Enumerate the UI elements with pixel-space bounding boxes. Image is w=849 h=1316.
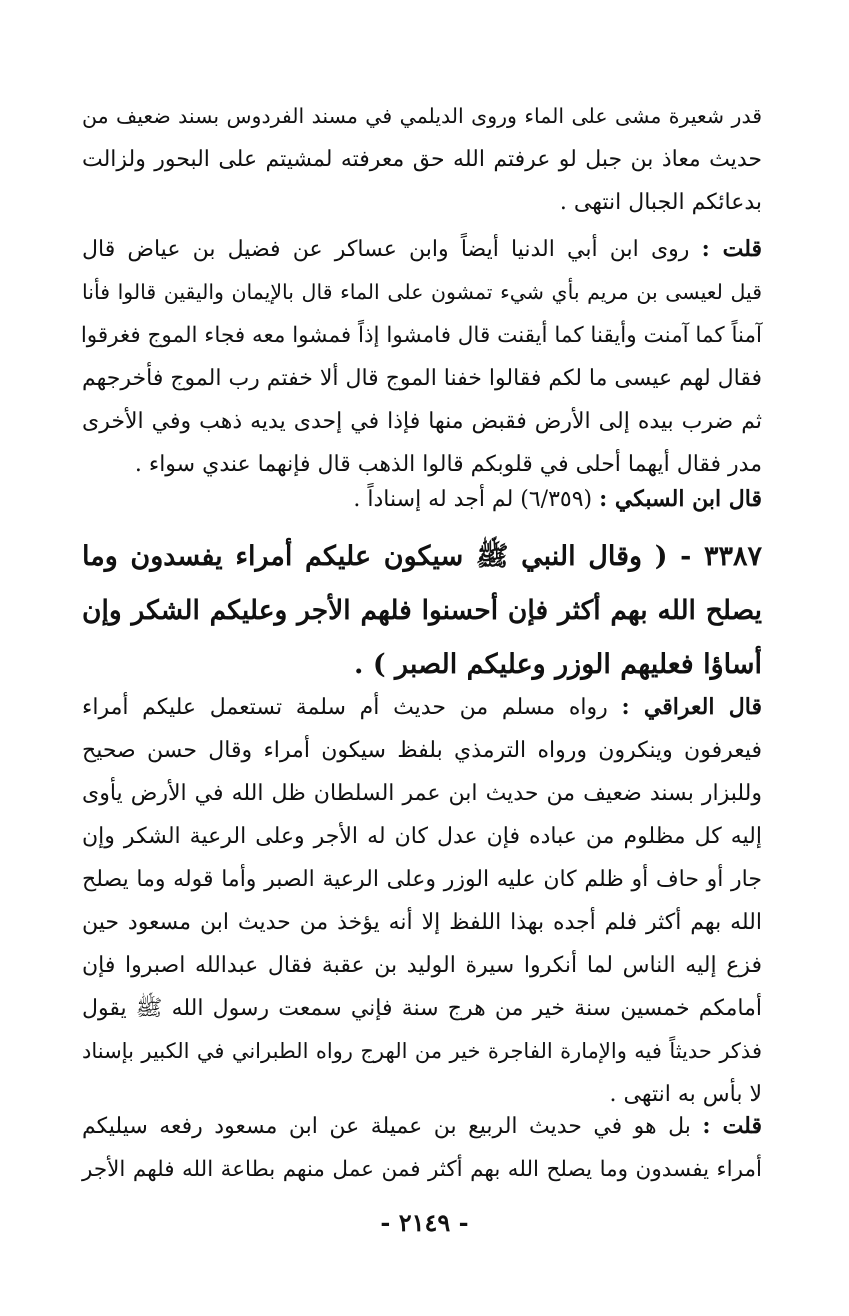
paragraph-label: قلت : xyxy=(702,1113,762,1139)
text-line: قدر شعيرة مشى على الماء وروى الديلمي في مسند الفردوس بسند ضعيف من xyxy=(82,104,762,128)
text-span: رواه مسلم من حديث أم سلمة تستعمل عليكم أمراء xyxy=(82,695,608,720)
text-line: بدعائكم الجبال انتهى . xyxy=(559,190,762,215)
text-line: أمامكم خمسين سنة خير من هرج سنة فإني سمعت رسول الله ﷺ يقول xyxy=(82,996,762,1021)
paragraph-ibn-subki xyxy=(82,478,762,521)
paragraph-qultu-2 xyxy=(82,1105,762,1191)
text-line xyxy=(82,228,762,271)
text-line: حديث معاذ بن جبل لو عرفتم الله حق معرفته لمشيتم على البحور ولزالت xyxy=(82,147,762,172)
page-number: - ٢١٤٩ - xyxy=(380,1208,469,1237)
hadith-line: يصلح الله بهم أكثر فإن أحسنوا فلهم الأجر وعليكم الشكر وإن xyxy=(82,595,762,626)
text-line xyxy=(82,478,762,521)
paragraph-label: قلت : xyxy=(701,236,762,262)
text-line xyxy=(82,686,762,729)
paragraph-continuation xyxy=(82,95,762,224)
text-line: فيعرفون وينكرون ورواه الترمذي بلفظ سيكون أمراء وقال حسن صحيح xyxy=(82,738,762,763)
text-line: إليه كل مظلوم من عباده فإن عدل كان له الأجر وعلى الرعية الشكر وإن xyxy=(82,824,762,849)
text-line: ثم ضرب بيده إلى الأرض فقبض منها فإذا في إحدى يديه ذهب وفي الأخرى xyxy=(82,409,762,434)
text-line: جار أو حاف أو ظلم كان عليه الوزر وعلى الرعية الصبر وأما قوله وما يصلح xyxy=(82,867,762,892)
text-line: فقال لهم عيسى ما لكم فقالوا خفنا الموج قال ألا خفتم رب الموج فأخرجهم xyxy=(82,366,762,391)
text-line: أمراء يفسدون وما يصلح الله بهم أكثر فمن عمل منهم بطاعة الله فلهم الأجر xyxy=(82,1157,762,1182)
paragraph-qultu xyxy=(82,228,762,486)
text-line xyxy=(82,1105,762,1148)
text-line: فزع إليه الناس لما أنكروا سيرة الوليد بن عقبة فقال عبدالله اصبروا فإن xyxy=(82,953,762,978)
text-line: لا بأس به انتهى . xyxy=(609,1082,762,1107)
paragraph-label: قال ابن السبكي : xyxy=(599,486,762,512)
paragraph-iraqi xyxy=(82,686,762,1116)
text-span: بل هو في حديث الربيع بن عميلة عن ابن مسعود رفعه سيليكم xyxy=(82,1114,691,1139)
paragraph-label: قال العراقي : xyxy=(621,694,762,720)
text-line: الله بهم أكثر فلم أجده بهذا اللفظ إلا أنه يؤخذ من حديث ابن مسعود حين xyxy=(82,910,762,935)
hadith-text xyxy=(82,530,762,692)
text-line: آمناً كما آمنت وأيقنا كما أيقنت قال فامشوا إذاً فمشوا معه فجاء الموج فغرقوا xyxy=(80,323,762,348)
text-span: (٦/٣٥٩) لم أجد له إسناداً . xyxy=(353,487,593,512)
hadith-line: أساؤا فعليهم الوزر وعليكم الصبر ) . xyxy=(354,649,762,680)
text-line: فذكر حديثاً فيه والإمارة الفاجرة خير من الهرج رواه الطبراني في الكبير بإسناد xyxy=(82,1039,762,1063)
text-line: مدر فقال أيهما أحلى في قلوبكم قالوا الذهب قال فإنهما عندي سواء . xyxy=(134,452,762,477)
text-line: وللبزار بسند ضعيف من حديث ابن عمر السلطان ظل الله في الأرض يأوى xyxy=(82,781,762,806)
text-span: روى ابن أبي الدنيا أيضاً وابن عساكر عن فضيل بن عياض قال xyxy=(82,237,690,262)
text-line: قيل لعيسى بن مريم بأي شيء تمشون على الماء قال بالإيمان واليقين قالوا فأنا xyxy=(82,280,762,304)
hadith-line: ٣٣٨٧ - ( وقال النبي ﷺ سيكون عليكم أمراء يفسدون وما xyxy=(82,541,762,572)
